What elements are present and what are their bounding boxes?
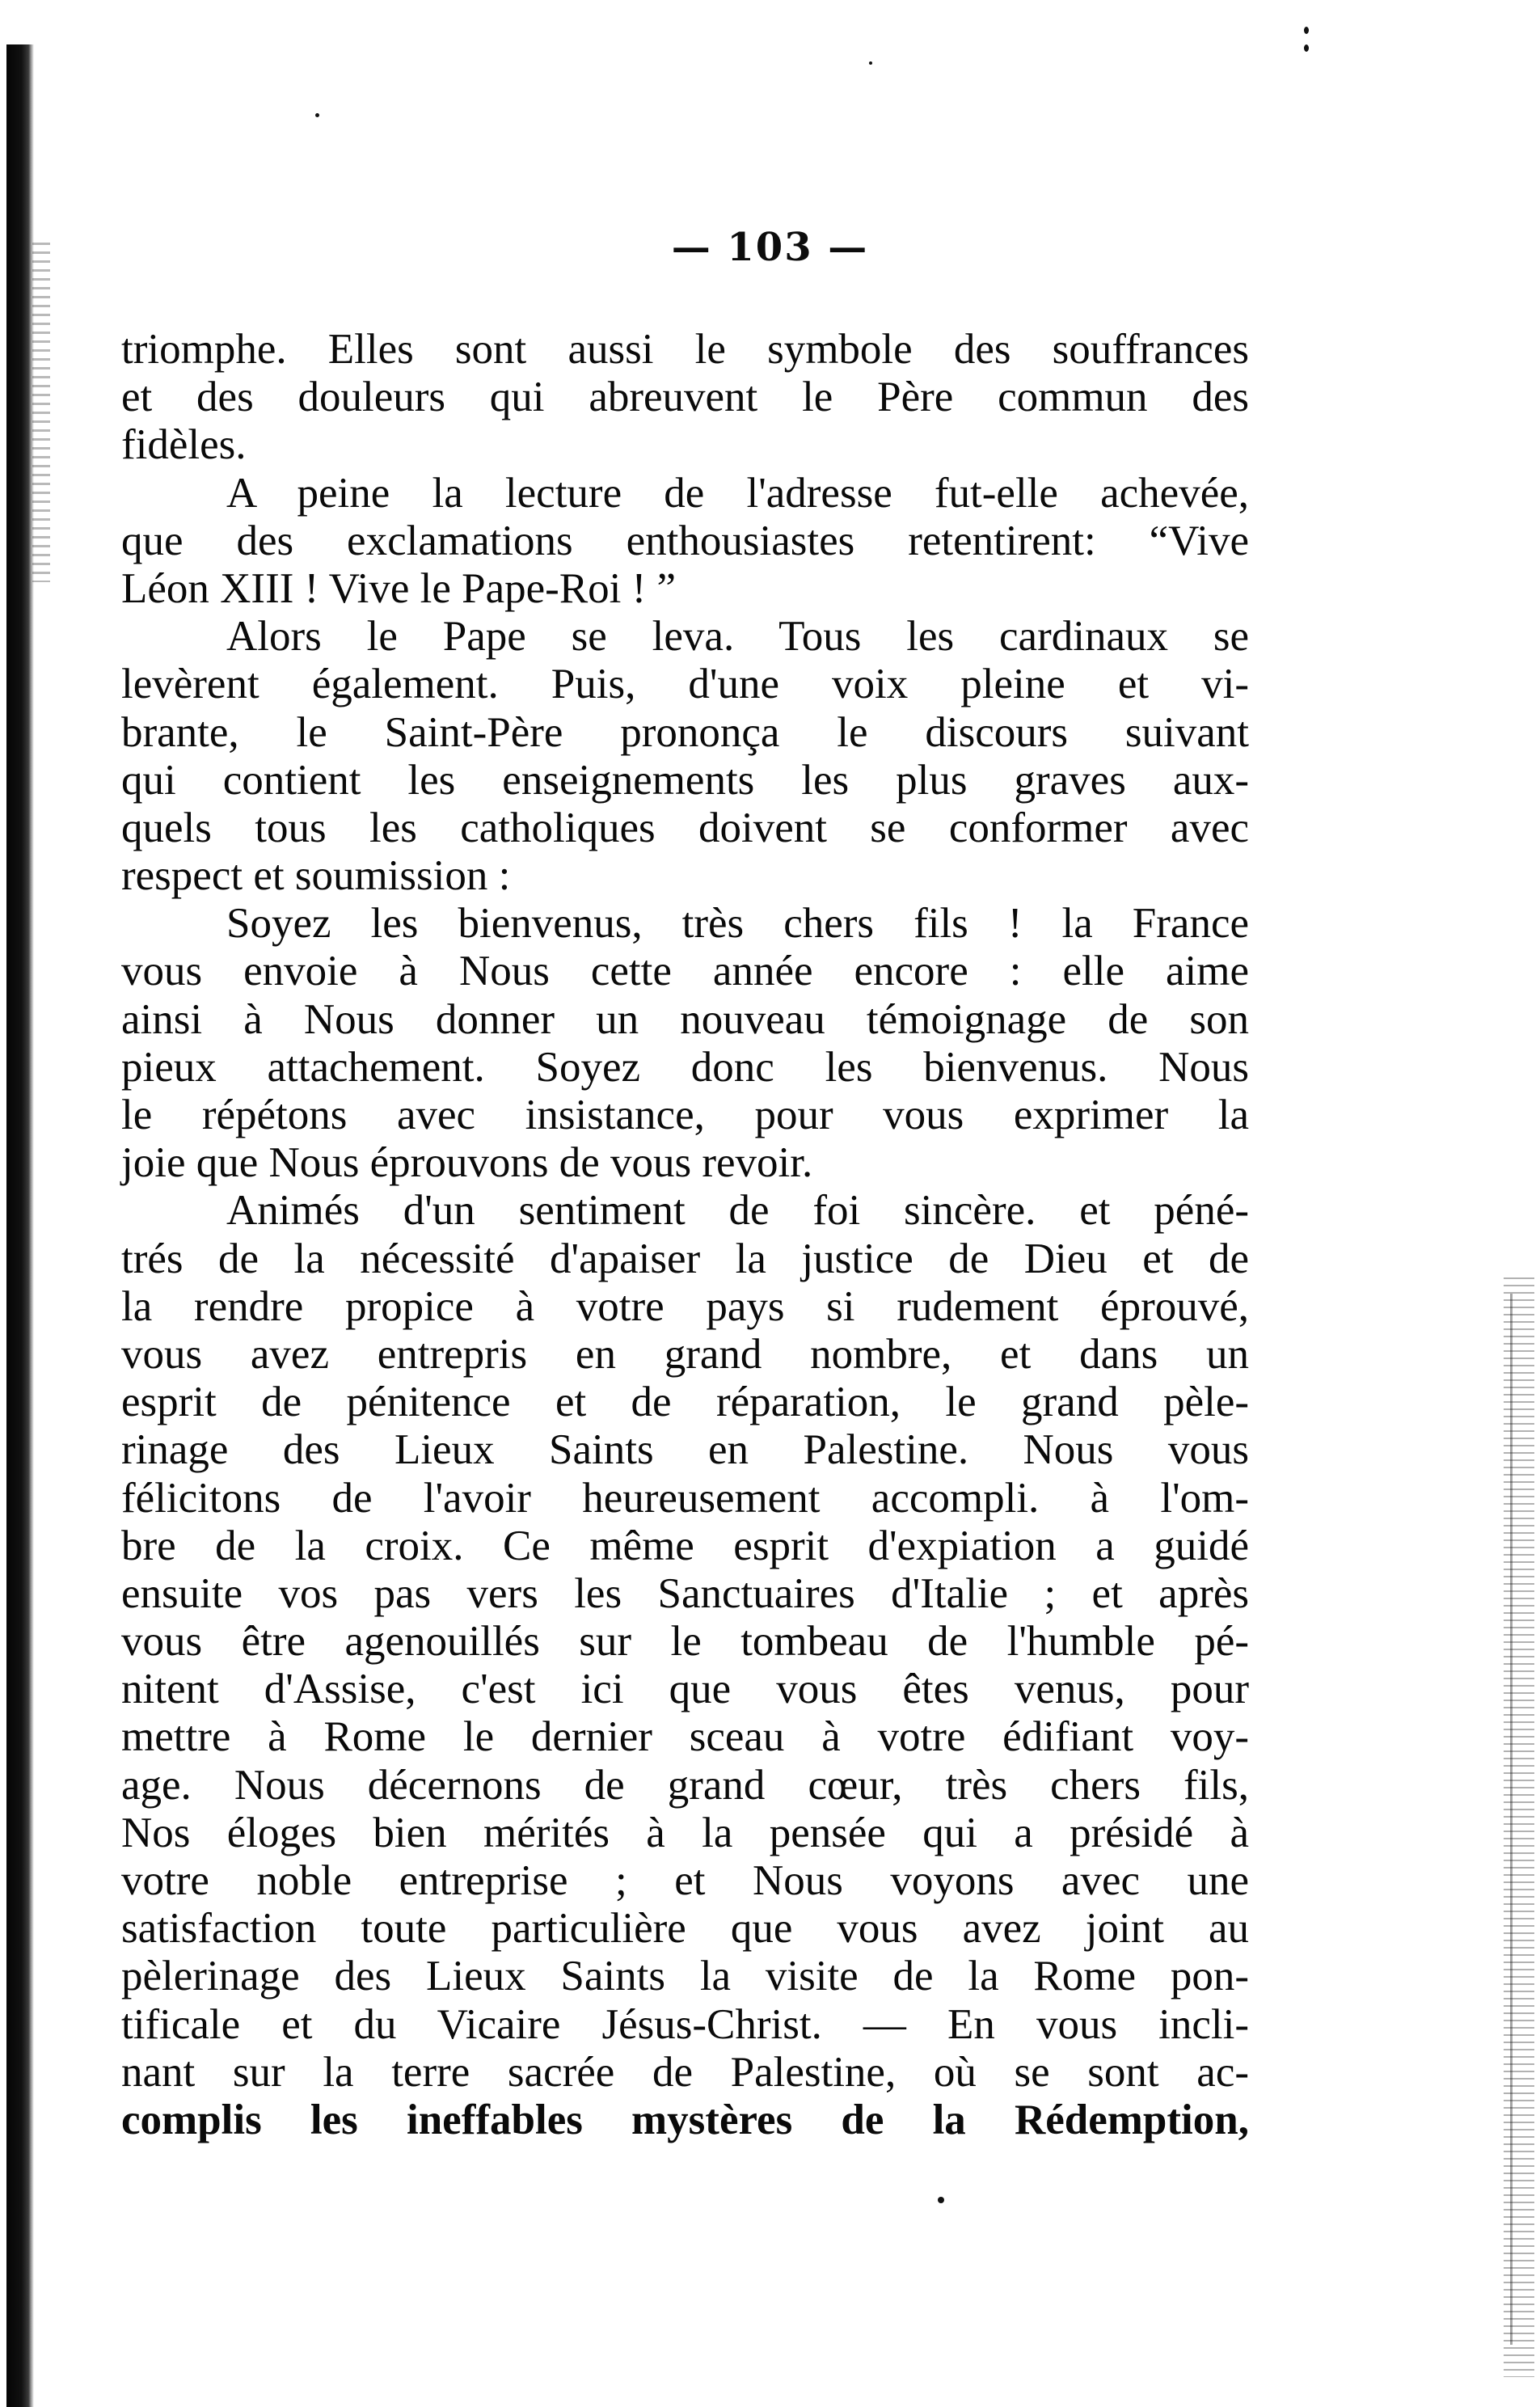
- text-line: Alors le Pape se leva. Tous les cardinaux se: [226, 613, 1249, 661]
- text-line: la rendre propice à votre pays si rudement éprouvé,: [121, 1282, 1249, 1330]
- text-line: tificale et du Vicaire Jésus-Christ. — En vous incli-: [121, 2000, 1249, 2048]
- text-line: que des exclamations enthousiastes retentirent: “Vive: [121, 517, 1249, 564]
- edge-line: [1510, 1294, 1513, 2345]
- text-line: vous avez entrepris en grand nombre, et dans un: [121, 1330, 1249, 1378]
- text-line: nant sur la terre sacrée de Palestine, où se sont ac-: [121, 2048, 1249, 2096]
- text-line: rinage des Lieux Saints en Palestine. Nous vous: [121, 1426, 1249, 1474]
- text-line: trés de la nécessité d'apaiser la justice de Dieu et de: [121, 1235, 1249, 1282]
- speck: [1304, 27, 1309, 34]
- text-line: respect et soumission :: [121, 852, 511, 900]
- binding-noise: [32, 243, 50, 582]
- text-line: satisfaction toute particulière que vous avez joint au: [121, 1905, 1249, 1953]
- text-line: Léon XIII ! Vive le Pape-Roi ! ”: [121, 564, 677, 612]
- body-text: [121, 326, 1249, 2144]
- text-line: le répétons avec insistance, pour vous exprimer la: [121, 1092, 1249, 1138]
- text-line: pieux attachement. Soyez donc les bienvenus. Nous: [121, 1043, 1249, 1091]
- text-line: votre noble entreprise ; et Nous voyons avec une: [121, 1857, 1249, 1904]
- text-line: esprit de pénitence et de réparation, le grand pèle-: [121, 1379, 1249, 1426]
- text-line: age. Nous décernons de grand cœur, très chers fils,: [121, 1761, 1249, 1809]
- text-line: joie que Nous éprouvons de vous revoir.: [121, 1139, 813, 1187]
- speck: [869, 61, 872, 65]
- text-line: Animés d'un sentiment de foi sincère. et péné-: [226, 1187, 1249, 1235]
- text-line: Nos éloges bien mérités à la pensée qui a présidé à: [121, 1809, 1249, 1856]
- text-line: vous être agenouillés sur le tombeau de l'humble pé-: [121, 1618, 1249, 1666]
- speck: [1304, 44, 1309, 52]
- text-line: bre de la croix. Ce même esprit d'expiation a guidé: [121, 1522, 1249, 1569]
- text-line: ainsi à Nous donner un nouveau témoignage de son: [121, 995, 1249, 1043]
- speck: [938, 2197, 944, 2203]
- text-line: qui contient les enseignements les plus graves aux-: [121, 756, 1249, 804]
- page-number: — 103 —: [671, 225, 869, 270]
- text-line: complis les ineffables mystères de la Rédemption,: [121, 2096, 1249, 2143]
- text-line: quels tous les catholiques doivent se conformer avec: [121, 804, 1249, 851]
- text-line: triomphe. Elles sont aussi le symbole des souffrances: [121, 326, 1249, 373]
- text-line: et des douleurs qui abreuvent le Père commun des: [121, 374, 1249, 421]
- text-line: levèrent également. Puis, d'une voix pleine et vi-: [121, 661, 1249, 708]
- text-line: félicitons de l'avoir heureusement accompli. à l'om-: [121, 1474, 1249, 1522]
- speck: [315, 113, 319, 117]
- text-line: brante, le Saint-Père prononça le discours suivant: [121, 708, 1249, 756]
- text-line: vous envoie à Nous cette année encore : elle aime: [121, 948, 1249, 995]
- edge-noise: [1504, 1277, 1534, 2377]
- text-line: A peine la lecture de l'adresse fut-elle achevée,: [226, 469, 1249, 517]
- text-line: nitent d'Assise, c'est ici que vous êtes venus, pour: [121, 1666, 1249, 1713]
- text-line: Soyez les bienvenus, très chers fils ! la France: [226, 900, 1249, 948]
- text-line: fidèles.: [121, 421, 247, 469]
- text-line: pèlerinage des Lieux Saints la visite de la Rome pon-: [121, 1953, 1249, 2000]
- text-line: ensuite vos pas vers les Sanctuaires d'Italie ; et après: [121, 1569, 1249, 1617]
- binding-shadow: [6, 44, 34, 2407]
- text-line: mettre à Rome le dernier sceau à votre édifiant voy-: [121, 1713, 1249, 1761]
